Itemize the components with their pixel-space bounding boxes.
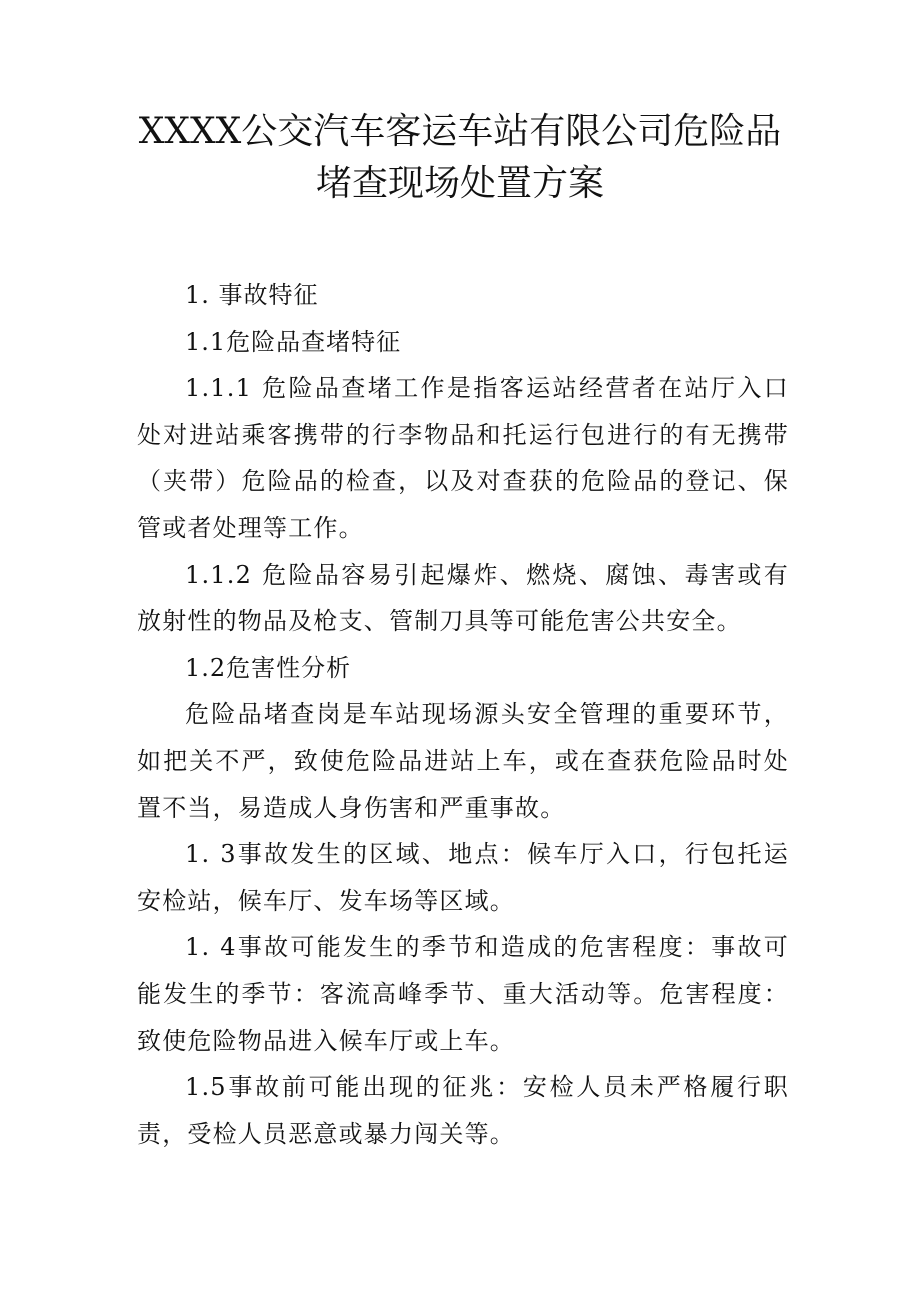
section-heading-accident-features: 1. 事故特征 bbox=[185, 281, 319, 309]
document-body bbox=[137, 272, 789, 1157]
paragraph-1-5: 1.5事故前可能出现的征兆：安检人员未严格履行职责，受检人员恶意或暴力闯关等。 bbox=[137, 1073, 789, 1148]
paragraph-1-4: 1. 4事故可能发生的季节和造成的危害程度：事故可能发生的季节：客流高峰季节、重大活动等。危害程度：致使危险物品进入候车厅或上车。 bbox=[137, 933, 789, 1055]
paragraph-1-1-1: 1.1.1 危险品查堵工作是指客运站经营者在站厅入口处对进站乘客携带的行李物品和托运行包进行的有无携带（夹带）危险品的检查，以及对查获的危险品的登记、保管或者处理等工作。 bbox=[137, 374, 789, 542]
paragraph-1-1-2: 1.1.2 危险品容易引起爆炸、燃烧、腐蚀、毒害或有放射性的物品及枪支、管制刀具等可能危害公共安全。 bbox=[137, 560, 789, 636]
subsection-heading-hazard-analysis: 1.2危害性分析 bbox=[185, 653, 352, 682]
subsection-heading-hazmat-features: 1.1危险品查堵特征 bbox=[185, 327, 402, 356]
title-line-2: 堵查现场处置方案 bbox=[315, 163, 604, 204]
paragraph-1-3: 1. 3事故发生的区域、地点：候车厅入口，行包托运安检站，候车厅、发车场等区域。 bbox=[137, 840, 789, 915]
title-line-1: XXXX公交汽车客运车站有限公司危险品 bbox=[138, 111, 782, 152]
paragraph-hazard-analysis: 危险品堵查岗是车站现场源头安全管理的重要环节，如把关不严，致使危险品进站上车，或在查获危险品时处置不当，易造成人身伤害和严重事故。 bbox=[137, 700, 789, 822]
document-title bbox=[100, 106, 820, 210]
